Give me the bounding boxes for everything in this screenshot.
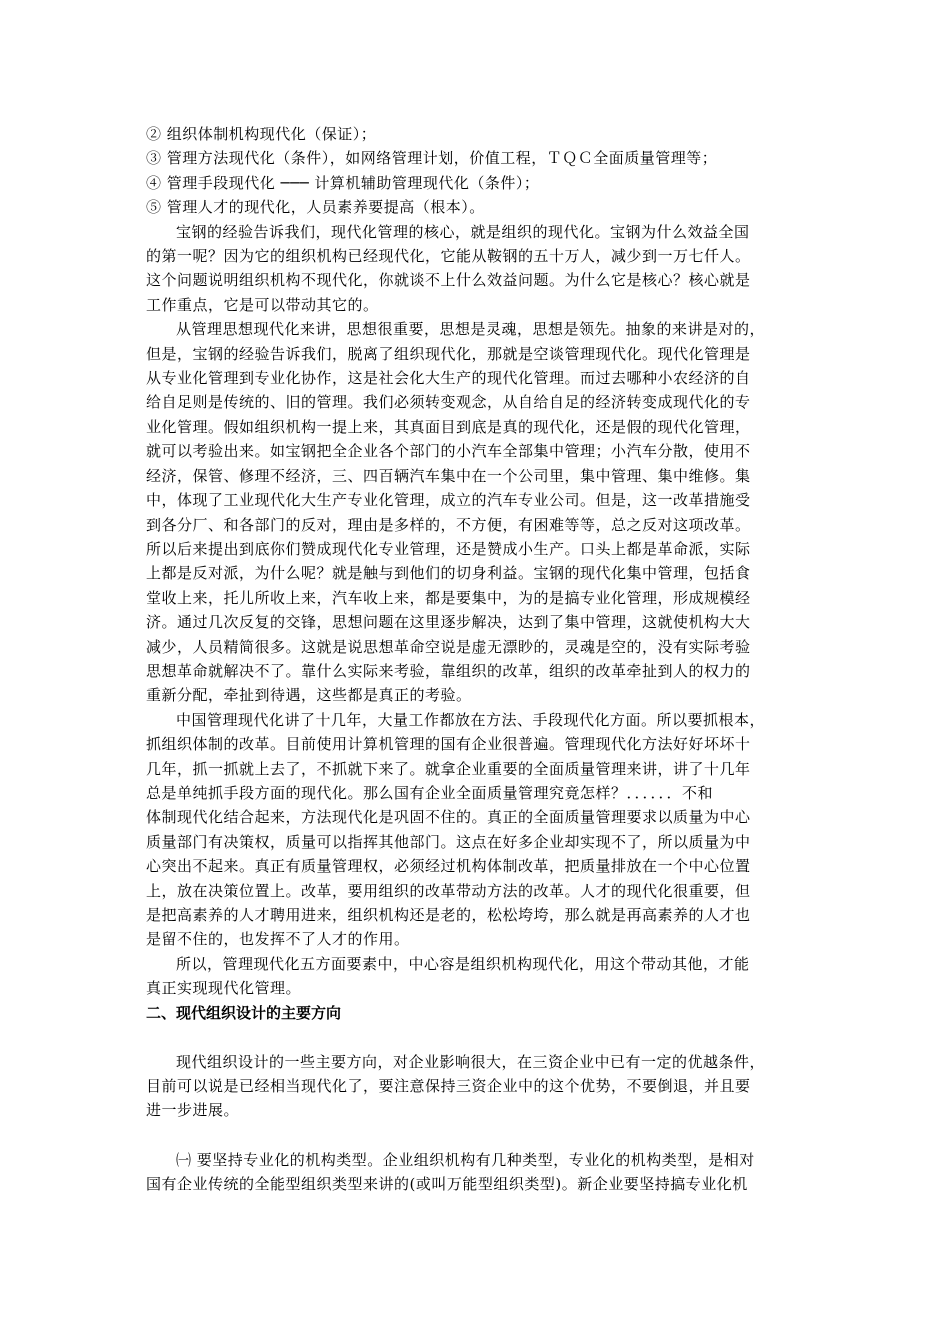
- text-line: 心突出不起来。真正有质量管理权，必须经过机构体制改革，把质量排放在一个中心位置: [146, 857, 751, 876]
- text-line: 真正实现现代化管理。: [146, 979, 302, 998]
- text-line: 就可以考验出来。如宝钢把全企业各个部门的小汽车全部集中管理；小汽车分散，使用不: [146, 442, 751, 461]
- paragraph-china-management: [146, 708, 806, 952]
- text-line: 几年，抓一抓就上去了，不抓就下来了。就拿企业重要的全面质量管理来讲，讲了十几年: [146, 759, 751, 778]
- paragraph-subsection-one: [146, 1148, 806, 1197]
- spacer: [146, 1025, 806, 1050]
- text-line: 到各分厂、和各部门的反对，理由是多样的，不方便，有困难等等，总之反对这项改革。: [146, 515, 751, 534]
- text-line: 国有企业传统的全能型组织类型来讲的(或叫万能型组织类型)。新企业要坚持搞专业化机: [146, 1175, 748, 1194]
- text-line: 是留不住的，也发挥不了人才的作用。: [146, 930, 410, 949]
- text-line: 经济，保管、修理不经济，三、四百辆汽车集中在一个公司里，集中管理、集中维修。集: [146, 466, 751, 485]
- section-heading: 二、现代组织设计的主要方向: [146, 1003, 342, 1022]
- text-line: 的第一呢？因为它的组织机构已经现代化，它能从鞍钢的五十万人，减少到一万七仟人。: [146, 247, 751, 266]
- text-line: 从管理思想现代化来讲，思想很重要，思想是灵魂，思想是领先。抽象的来讲是对的，: [176, 320, 766, 339]
- text-line: 总是单纯抓手段方面的现代化。那么国有企业全面质量管理究竟怎样？．．．．．．不和: [146, 783, 714, 802]
- text-line: 所以后来提出到底你们赞成现代化专业管理，还是赞成小生产。口头上都是革命派，实际: [146, 539, 751, 558]
- text-line: 质量部门有决策权，质量可以指挥其他部门。这点在好多企业却实现不了，所以质量为中: [146, 832, 751, 851]
- text-line: 思想革命就解决不了。靠什么实际来考验，靠组织的改革，组织的改革牵扯到人的权力的: [146, 661, 751, 680]
- text-line: 上，放在决策位置上。改革，要用组织的改革带动方法的改革。人才的现代化很重要，但: [146, 881, 751, 900]
- text-line: 但是，宝钢的经验告诉我们，脱离了组织现代化，那就是空谈管理现代化。现代化管理是: [146, 344, 751, 363]
- text-line: 中，体现了工业现代化大生产专业化管理，成立的汽车专业公司。但是，这一改革措施受: [146, 491, 751, 510]
- text-line: 重新分配，牵扯到待遇，这些都是真正的考验。: [146, 686, 472, 705]
- paragraph-conclusion: [146, 952, 806, 1001]
- text-line: 中国管理现代化讲了十几年，大量工作都放在方法、手段现代化方面。所以要抓根本，: [176, 710, 766, 729]
- text-line: 济。通过几次反复的交锋，思想问题在这里逐步解决，达到了集中管理，这就使机构大大: [146, 613, 751, 632]
- text-line: 目前可以说是已经相当现代化了，要注意保持三资企业中的这个优势，不要倒退，并且要: [146, 1077, 751, 1096]
- text-line: 堂收上来，托儿所收上来，汽车收上来，都是要集中，为的是搞专业化管理，形成规模经: [146, 588, 751, 607]
- paragraph-core-of-modernization: [146, 220, 806, 318]
- paragraph-management-thinking: [146, 317, 806, 708]
- text-line: 体制现代化结合起来，方法现代化是巩固不住的。真正的全面质量管理要求以质量为中心: [146, 808, 751, 827]
- document-page: [146, 122, 806, 1197]
- spacer: [146, 1123, 806, 1148]
- text-line: 工作重点，它是可以带动其它的。: [146, 295, 379, 314]
- paragraph-section-intro: [146, 1050, 806, 1123]
- text-line: 减少，人员精简很多。这就是说思想革命空说是虚无漂眇的，灵魂是空的，没有实际考验: [146, 637, 751, 656]
- list-item: ② 组织体制机构现代化（保证）；: [146, 125, 377, 143]
- text-line: 上都是反对派，为什么呢？就是触与到他们的切身利益。宝钢的现代化集中管理，包括食: [146, 564, 751, 583]
- text-line: 现代组织设计的一些主要方向，对企业影响很大，在三资企业中已有一定的优越条件，: [176, 1052, 766, 1071]
- text-line: 宝钢的经验告诉我们，现代化管理的核心，就是组织的现代化。宝钢为什么效益全国: [176, 222, 750, 241]
- list-item: ⑤ 管理人才的现代化，人员素养要提高（根本）。: [146, 198, 485, 217]
- list-item: ③ 管理方法现代化（条件），如网络管理计划，价值工程，ＴＱＣ全面质量管理等；: [146, 149, 718, 168]
- text-line: 抓组织体制的改革。目前使用计算机管理的国有企业很普遍。管理现代化方法好好坏坏十: [146, 735, 751, 754]
- text-line: 从专业化管理到专业化协作，这是社会化大生产的现代化管理。而过去哪种小农经济的自: [146, 369, 751, 388]
- text-line: 所以，管理现代化五方面要素中，中心容是组织机构现代化，用这个带动其他，才能: [176, 954, 750, 973]
- text-line: 给自足则是传统的、旧的管理。我们必须转变观念，从自给自足的经济转变成现代化的专: [146, 393, 751, 412]
- text-line: 这个问题说明组织机构不现代化，你就谈不上什么效益问题。为什么它是核心？核心就是: [146, 271, 751, 290]
- text-line: 业化管理。假如组织机构一提上来，其真面目到底是真的现代化，还是假的现代化管理，: [146, 417, 751, 436]
- text-line: 是把高素养的人才聘用进来，组织机构还是老的，松松垮垮，那么就是再高素养的人才也: [146, 906, 751, 924]
- text-line: ㈠ 要坚持专业化的机构类型。企业组织机构有几种类型，专业化的机构类型，是相对: [176, 1150, 755, 1169]
- text-line: 进一步进展。: [146, 1101, 240, 1120]
- list-item: ④ 管理手段现代化 ─── 计算机辅助管理现代化（条件）；: [146, 173, 540, 192]
